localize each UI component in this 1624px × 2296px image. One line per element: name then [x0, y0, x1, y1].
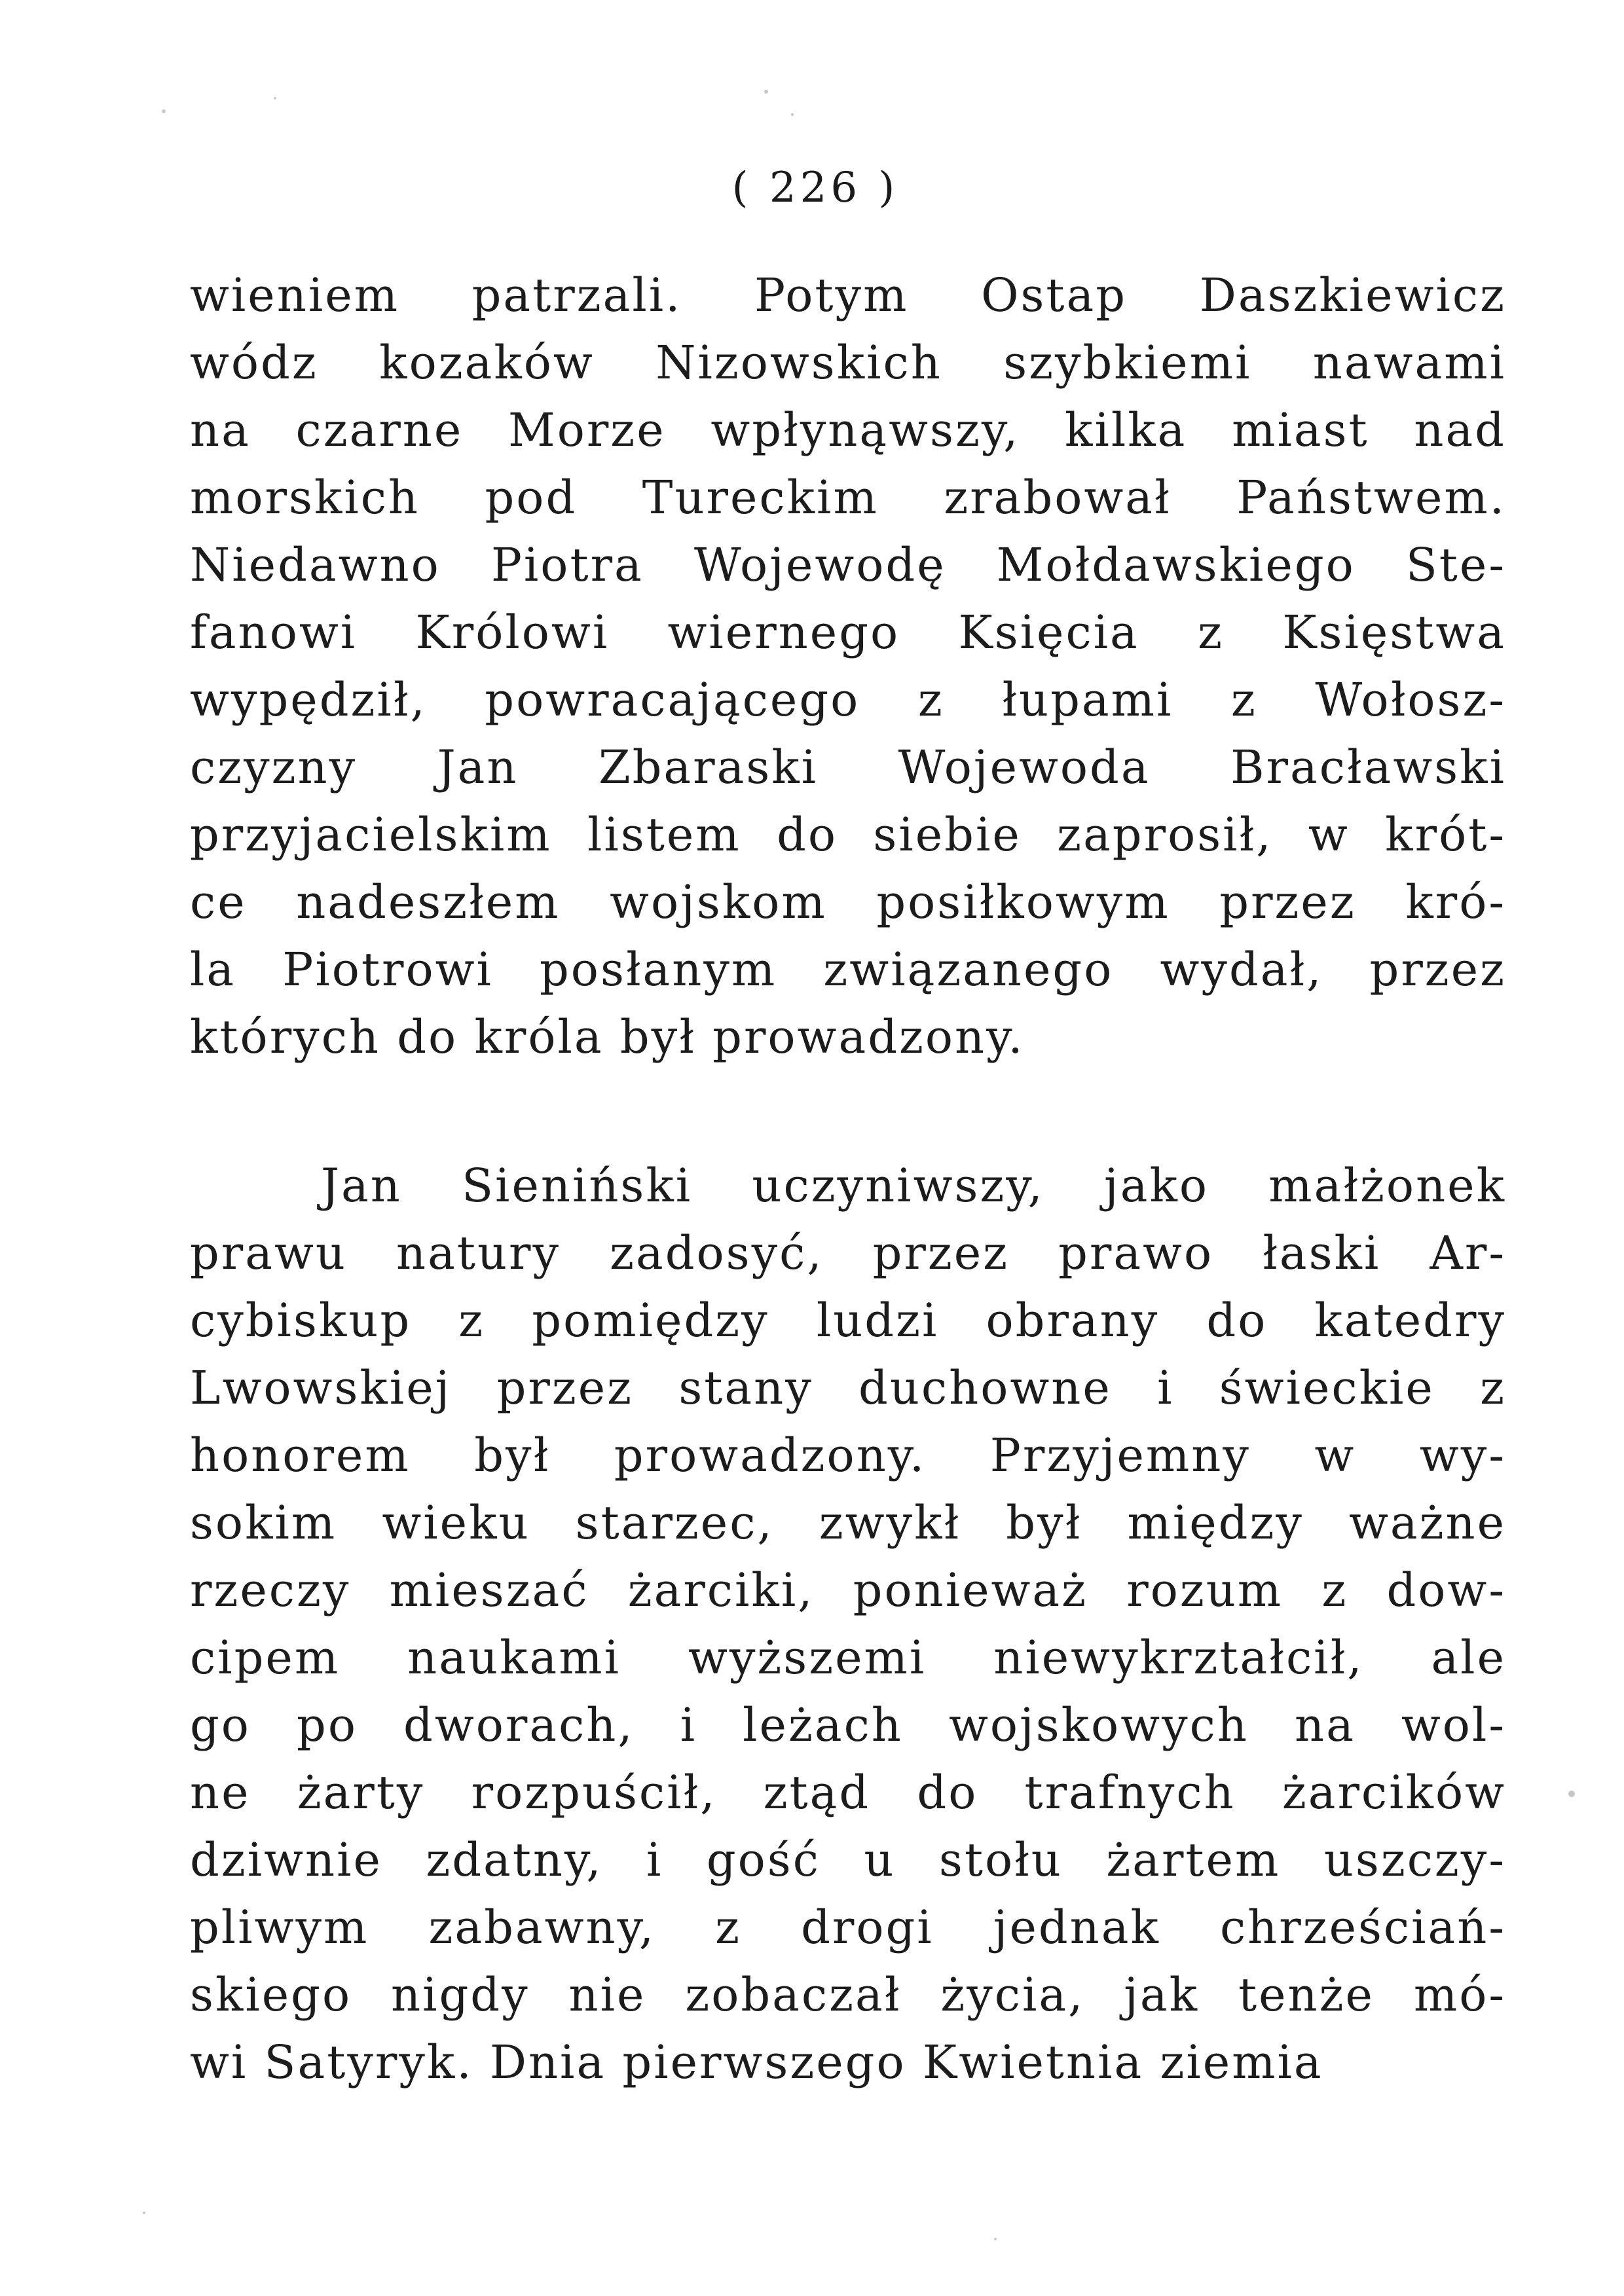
text-line: Niedawno Piotra Wojewodę Mołdawskiego Ste- — [190, 538, 1506, 592]
text-line: rzeczy mieszać żarciki, ponieważ rozum z dow- — [190, 1563, 1506, 1617]
text-line: ne żarty rozpuścił, ztąd do trafnych żarcików — [190, 1766, 1506, 1819]
text-line: la Piotrowi posłanym związanego wydał, przez — [190, 943, 1506, 996]
text-line: honorem był prowadzony. Przyjemny w wy- — [190, 1429, 1506, 1482]
text-line: przyjacielskim listem do siebie zaprosił, w krót- — [190, 808, 1506, 862]
text-line: Lwowskiej przez stany duchowne i świeckie z — [190, 1361, 1506, 1415]
text-line: wieniem patrzali. Potym Ostap Daszkiewicz — [190, 268, 1506, 322]
text-line: pliwym zabawny, z drogi jednak chrześciań- — [190, 1901, 1506, 1954]
text-line: ce nadeszłem wojskom posiłkowym przez kró- — [190, 875, 1506, 929]
text-line: prawu natury zadosyć, przez prawo łaski Ar- — [190, 1226, 1506, 1280]
paragraph-2 — [190, 1152, 1506, 2096]
text-line: skiego nigdy nie zobaczał życia, jak tenże mó- — [190, 1968, 1506, 2022]
text-line: cybiskup z pomiędzy ludzi obrany do katedry — [190, 1294, 1506, 1347]
text-line: wódz kozaków Nizowskich szybkiemi nawami — [190, 336, 1506, 390]
text-line: sokim wieku starzec, zwykł był między ważne — [190, 1496, 1506, 1550]
book-page — [111, 118, 1519, 2193]
text-line: czyzny Jan Zbaraski Wojewoda Bracławski — [190, 740, 1506, 794]
text-line: dziwnie zdatny, i gość u stołu żartem uszczy- — [190, 1833, 1506, 1887]
text-line: na czarne Morze wpłynąwszy, kilka miast nad — [190, 403, 1506, 457]
text-line: fanowi Królowi wiernego Księcia z Księstwa — [190, 606, 1506, 659]
text-line: morskich pod Tureckim zrabował Państwem. — [190, 471, 1506, 524]
text-line: cipem naukami wyższemi niewykrztałcił, ale — [190, 1631, 1506, 1685]
text-line: go po dworach, i leżach wojskowych na wol- — [190, 1698, 1506, 1752]
text-line: których do króla był prowadzony. — [190, 1010, 1025, 1064]
paragraph-1 — [190, 262, 1506, 1071]
text-line: Jan Sieniński uczyniwszy, jako małżonek — [321, 1159, 1506, 1212]
text-line: wypędził, powracającego z łupami z Wołosz- — [190, 673, 1506, 727]
page-number: ( 226 ) — [731, 164, 899, 212]
text-line: wi Satyryk. Dnia pierwszego Kwietnia ziemia — [190, 2035, 1323, 2089]
